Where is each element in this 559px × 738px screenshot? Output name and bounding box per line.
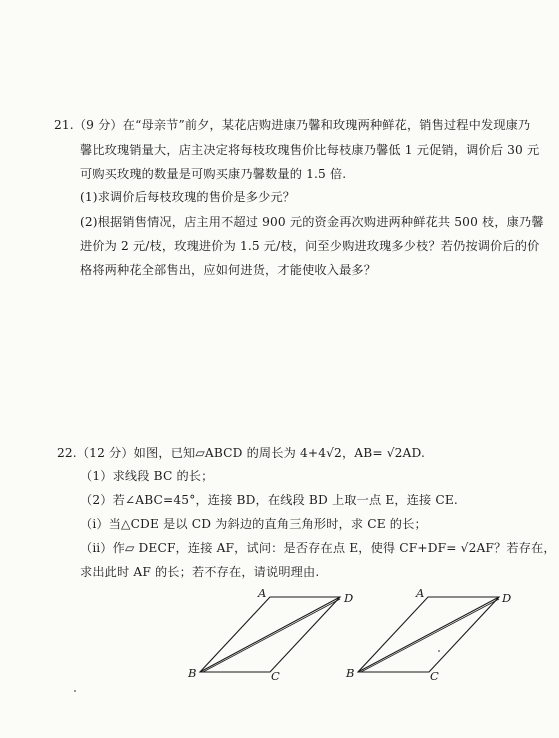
scan-speck bbox=[74, 690, 76, 692]
q22-sub1: （1）求线段 BC 的长； bbox=[80, 469, 214, 483]
q22-sub2: （2）若∠ABC=45°，连接 BD，在线段 BD 上取一点 E，连接 CE. bbox=[80, 493, 458, 507]
q22-sub2-i: （ⅰ）当△CDE 是以 CD 为斜边的直角三角形时，求 CE 的长； bbox=[80, 517, 427, 531]
fig2-label-a: A bbox=[416, 586, 425, 600]
fig2-label-c: C bbox=[430, 669, 439, 683]
fig1-label-b: B bbox=[188, 666, 197, 680]
q21-stem-line2: 馨比玫瑰销量大，店主决定将每枝玫瑰售价比每枝康乃馨低 1 元促销，调价后 30 元 bbox=[80, 143, 540, 157]
q21-sub2-line1: (2)根据销售情况，店主用不超过 900 元的资金再次购进两种鲜花共 500 枝，康乃馨 bbox=[80, 215, 544, 229]
q22-sub2-ii-line1: （ⅱ）作▱ DECF，连接 AF，试问：是否存在点 E，使得 CF+DF= √2AF？若存在， bbox=[80, 541, 556, 555]
fig1-label-a: A bbox=[258, 586, 267, 600]
diagonal-bd-2b bbox=[361, 599, 499, 672]
fig2-label-d: D bbox=[502, 591, 512, 605]
q21-sub2-line3: 格将两种花全部售出，应如何进货，才能使收入最多？ bbox=[80, 263, 377, 277]
scan-speck bbox=[438, 650, 440, 652]
q21-sub2-line2: 进价为 2 元/枝，玫瑰进价为 1.5 元/枝，问至少购进玫瑰多少枝？若仍按调价后的价 bbox=[80, 239, 540, 253]
q21-stem-line1: 21.（9 分）在“母亲节”前夕，某花店购进康乃馨和玫瑰两种鲜花，销售过程中发现康乃 bbox=[54, 118, 531, 132]
diagonal-bd-2 bbox=[358, 597, 499, 672]
q21-sub1: (1)求调价后每枝玫瑰的售价是多少元？ bbox=[80, 190, 296, 204]
q21-stem-line3: 可购买玫瑰的数量是可购买康乃馨数量的 1.5 倍. bbox=[80, 167, 347, 181]
fig1-label-c: C bbox=[271, 669, 280, 683]
q22-sub2-ii-line2: 求出此时 AF 的长；若不存在，请说明理由. bbox=[80, 565, 320, 579]
q22-stem-line1: 22.（12 分）如图，已知▱ABCD 的周长为 4+4√2，AB= √2AD. bbox=[57, 446, 426, 460]
fig2-label-b: B bbox=[346, 666, 355, 680]
fig1-label-d: D bbox=[344, 591, 354, 605]
